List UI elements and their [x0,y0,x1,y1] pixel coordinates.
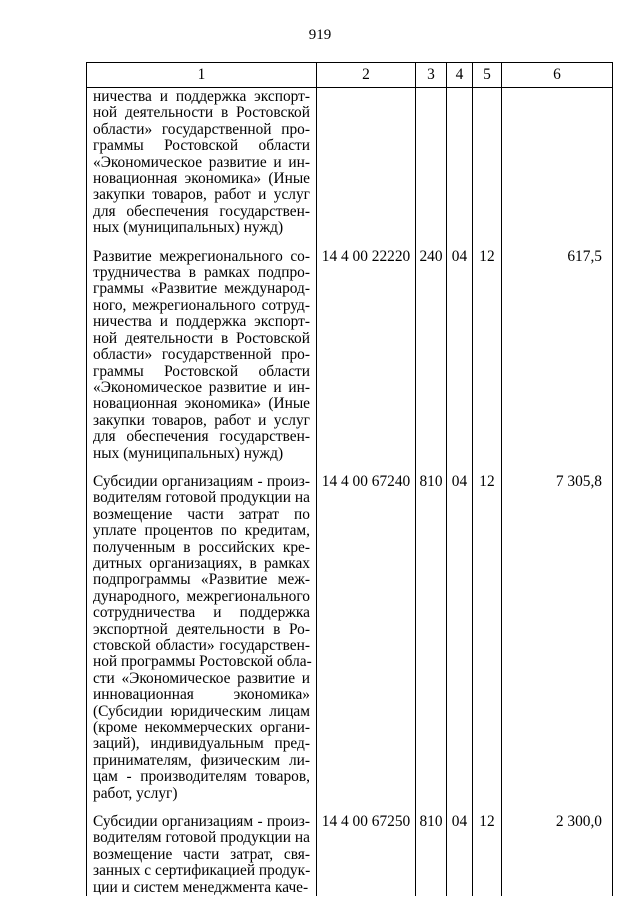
budget-table [86,62,613,896]
description-line: полученным в российских кре- [93,538,310,556]
row-vr: 810 [416,462,447,802]
row-pr: 12 [473,237,502,462]
description-line: Субсидии организациям - произ- [93,472,310,490]
row-rz: 04 [447,237,473,462]
row-description [87,88,317,237]
header-col-1: 1 [87,63,317,88]
description-line: дународного, межрегионального [93,587,310,605]
row-description [87,237,317,462]
description-line: (Субсидии юридическим лицам [93,702,310,720]
description-line: «Экономическое развитие и ин- [93,153,310,171]
description-line: ной программы Ростовской обла- [93,653,312,671]
description-line: граммы Ростовской области [93,137,310,155]
row-pr: 12 [473,802,502,896]
row-vr: 240 [416,237,447,462]
row-description [87,462,317,802]
description-line: ной деятельности в Ростовской [93,329,310,347]
description-line: водителям готовой продукции на [93,489,310,507]
row-code: 14 4 00 67250 [317,802,416,896]
row-sum: 7 305,8 [502,462,613,802]
description-line: водителям готовой продукции на [93,829,310,847]
description-line: новационная экономика» (Иные [93,395,310,413]
row-code [317,88,416,237]
header-col-3: 3 [416,63,447,88]
row-sum [502,88,613,237]
description-line: возмещение части затрат, свя- [93,845,310,863]
description-line: инновационная экономика» [93,686,310,704]
description-line: трудничества в рамках подпро- [93,264,310,282]
header-col-4: 4 [447,63,473,88]
page-number: 919 [308,27,332,43]
description-line: сотрудничества и поддержка [93,604,310,622]
description-line: цам - производителям товаров, [93,768,310,786]
row-vr: 810 [416,802,447,896]
row-description [87,802,317,896]
description-line: заций), индивидуальным пред- [93,735,310,753]
description-line: дитных организациях, в рамках [93,554,310,572]
description-line: области» государственной про- [93,120,310,138]
description-line: для обеспечения государствен- [93,428,310,446]
description-line: закупки товаров, работ и услуг [93,411,310,429]
description-line: ного, межрегионального сотруд- [93,296,310,314]
row-code: 14 4 00 67240 [317,462,416,802]
table-row [87,88,613,237]
header-col-5: 5 [473,63,502,88]
description-line: области» государственной про- [93,346,310,364]
row-vr [416,88,447,237]
table-header-row [87,63,613,88]
table-row [87,802,613,896]
description-line: работ, услуг) [93,784,178,802]
description-line: подпрограммы «Развитие меж- [93,571,310,589]
row-rz: 04 [447,802,473,896]
description-line: ции и систем менеджмента каче- [93,878,309,896]
description-line: занных с сертификацией продук- [93,862,311,880]
description-line: новационная экономика» (Иные [93,170,310,188]
table-body [87,88,613,897]
header-col-2: 2 [317,63,416,88]
description-line: экспортной деятельности в Ро- [93,620,310,638]
row-rz [447,88,473,237]
description-line: для обеспечения государствен- [93,202,310,220]
description-line: ной деятельности в Ростовской [93,104,310,122]
description-line: граммы «Развитие международ- [93,280,310,298]
description-line: уплате процентов по кредитам, [93,522,310,540]
description-line: (кроме некоммерческих органи- [93,719,310,737]
description-line: граммы Ростовской области [93,362,310,380]
row-sum: 2 300,0 [502,802,613,896]
description-line: закупки товаров, работ и услуг [93,186,310,204]
description-line: сти «Экономическое развитие и [93,669,310,687]
row-sum: 617,5 [502,237,613,462]
description-line: Субсидии организациям - произ- [93,813,310,831]
row-pr [473,88,502,237]
description-line: ных (муниципальных) нужд) [93,444,284,462]
table-row [87,237,613,462]
description-line: ничества и поддержка экспорт- [93,313,310,331]
description-line: Развитие межрегионального со- [93,247,310,265]
table-row [87,462,613,802]
row-code: 14 4 00 22220 [317,237,416,462]
row-rz: 04 [447,462,473,802]
header-col-6: 6 [502,63,613,88]
description-line: принимателям, физическим ли- [93,751,310,769]
description-line: «Экономическое развитие и ин- [93,378,310,396]
description-line: ничества и поддержка экспорт- [93,88,310,105]
description-line: стовской области» государствен- [93,637,310,654]
description-line: возмещение части затрат по [93,505,310,523]
description-line: ных (муниципальных) нужд) [93,219,284,237]
row-pr: 12 [473,462,502,802]
